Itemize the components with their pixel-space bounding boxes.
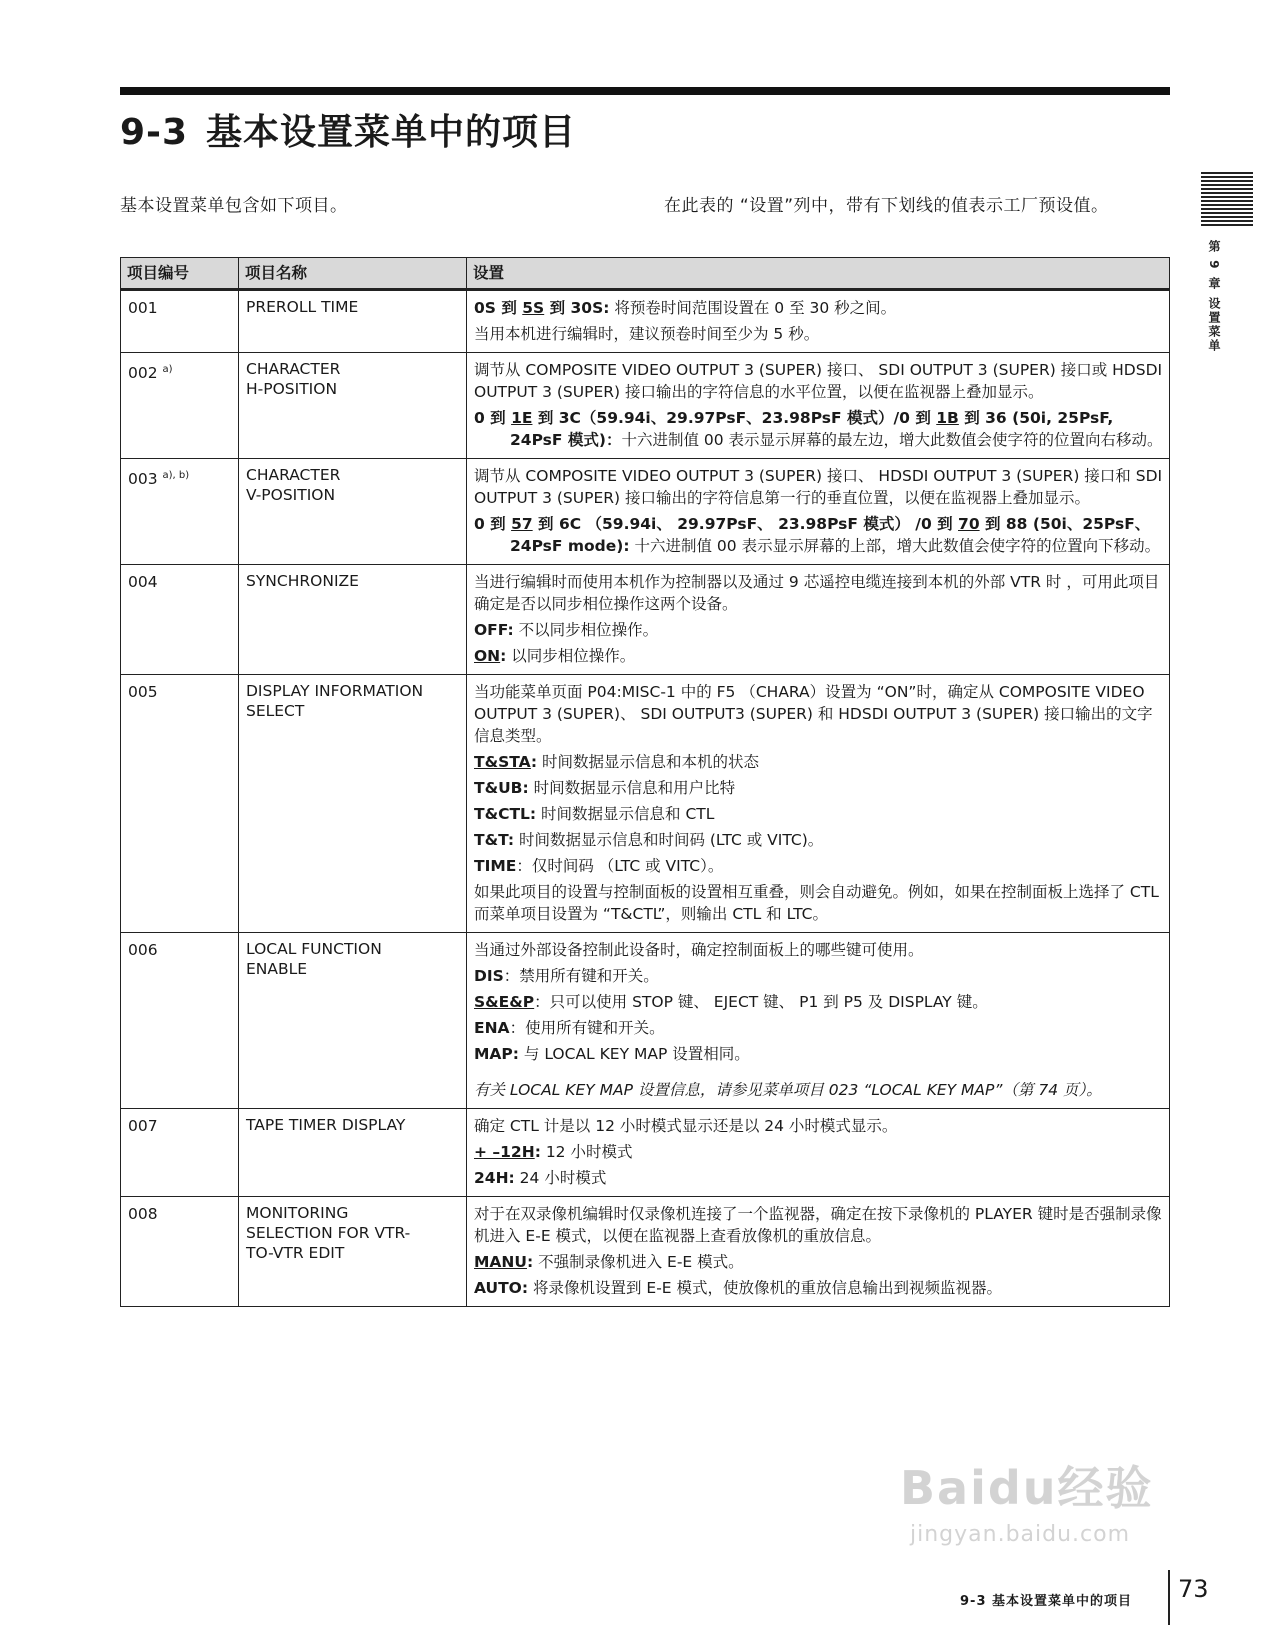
intro-right: 在此表的 “设置”列中，带有下划线的值表示工厂预设值。 (664, 196, 1109, 216)
item-number: 006 (121, 933, 239, 1109)
item-name: PREROLL TIME (239, 290, 467, 353)
top-rule (120, 87, 1170, 95)
item-number: 004 (121, 565, 239, 675)
watermark-logo: Baidu经验 jingyan.baidu.com (900, 1461, 1154, 1547)
cross-reference-note: 有关 LOCAL KEY MAP 设置信息，请参见菜单项目 023 “LOCAL KEY MAP”（第 74 页）。 (474, 1081, 1102, 1099)
item-settings: 对于在双录像机编辑时仅录像机连接了一个监视器，确定在按下录像机的 PLAYER 键时是否强制录像机进入 E-E 模式，以便在监视器上查看放像机的重放信息。 MANU: 不强制录像机进入 E-E 模式。 AUTO: 将录像机设置到 E-E 模式，使放像机的重放信息输出到视频监视器。 (467, 1197, 1170, 1307)
table-row (121, 459, 1170, 565)
item-number: 001 (121, 290, 239, 353)
item-settings: 当功能菜单页面 P04:MISC-1 中的 F5 （CHARA）设置为 “ON”时，确定从 COMPOSITE VIDEO OUTPUT 3 (SUPER)、 SDI OUTPUT3 (SUPER) 和 HDSDI OUTPUT 3 (SUPER) 接口输出的文字信息类型。 T&STA: 时间数据显示信息和本机的状态 T&UB: 时间数据显示信息和用户比特 T&CTL: 时间数据显示信息和 CTL T&T: 时间数据显示信息和时间码 (LTC 或 VITC)。 TIME：仅时间码 （LTC 或 VITC）。 如果此项目的设置与控制面板的设置相互重叠，则会自动避免。例如，如果在控制面板上选择了 CTL 而菜单项目设置为 “T&CTL”，则输出 CTL 和 LTC。 (467, 675, 1170, 933)
item-settings: 确定 CTL 计是以 12 小时模式显示还是以 24 小时模式显示。 + –12H: 12 小时模式 24H: 24 小时模式 (467, 1109, 1170, 1197)
table-row (121, 290, 1170, 353)
page-number: 73 (1178, 1575, 1209, 1603)
item-number: 005 (121, 675, 239, 933)
item-number: 007 (121, 1109, 239, 1197)
table-row (121, 1197, 1170, 1307)
table-row (121, 1109, 1170, 1197)
item-settings: 调节从 COMPOSITE VIDEO OUTPUT 3 (SUPER) 接口、 SDI OUTPUT 3 (SUPER) 接口或 HDSDI OUTPUT 3 (SUPER) 接口输出的字符信息的水平位置，以便在监视器上叠加显示。 0 到 1E 到 3C（59.94i、29.97PsF、23.98PsF 模式）/0 到 1B 到 36 (50i, 25PsF, 24PsF 模式)：十六进制值 00 表示显示屏幕的最左边，增大此数值会使字符的位置向右移动。 (467, 353, 1170, 459)
table-header-row (121, 258, 1170, 290)
intro-left: 基本设置菜单包含如下项目。 (120, 196, 348, 216)
item-name: TAPE TIMER DISPLAY (239, 1109, 467, 1197)
item-name: SYNCHRONIZE (239, 565, 467, 675)
item-name: MONITORING SELECTION FOR VTR- TO-VTR EDIT (239, 1197, 467, 1307)
footer-section-title: 9-3 基本设置菜单中的项目 (960, 1594, 1133, 1609)
item-name: CHARACTER V-POSITION (239, 459, 467, 565)
table-row (121, 675, 1170, 933)
item-settings: 调节从 COMPOSITE VIDEO OUTPUT 3 (SUPER) 接口、 HDSDI OUTPUT 3 (SUPER) 接口和 SDI OUTPUT 3 (SUPER) 接口输出的字符信息第一行的垂直位置，以便在监视器上叠加显示。 0 到 57 到 6C （59.94i、 29.97PsF、 23.98PsF 模式） /0 到 70 到 88 (50i、25PsF、24PsF mode): 十六进制值 00 表示显示屏幕的上部，增大此数值会使字符的位置向下移动。 (467, 459, 1170, 565)
menu-items-table (120, 257, 1170, 1307)
table-row (121, 353, 1170, 459)
section-number: 9-3 (120, 112, 189, 153)
footer-divider (1168, 1570, 1170, 1625)
chapter-side-label: 第 9 章 设置菜单 (1207, 240, 1221, 353)
table-row (121, 933, 1170, 1109)
item-settings: 当通过外部设备控制此设备时，确定控制面板上的哪些键可使用。 DIS：禁用所有键和开关。 S&E&P：只可以使用 STOP 键、 EJECT 键、 P1 到 P5 及 DISPLAY 键。 ENA：使用所有键和开关。 MAP: 与 LOCAL KEY MAP 设置相同。 有关 LOCAL KEY MAP 设置信息，请参见菜单项目 023 “LOCAL KEY MAP”（第 74 页）。 (467, 933, 1170, 1109)
header-item-number: 项目编号 (121, 258, 239, 290)
item-settings: 当进行编辑时而使用本机作为控制器以及通过 9 芯遥控电缆连接到本机的外部 VTR 时 ，可用此项目确定是否以同步相位操作这两个设备。 OFF: 不以同步相位操作。 ON: 以同步相位操作。 (467, 565, 1170, 675)
item-number: 003 $^{a), b)}$ (121, 459, 239, 565)
section-title: 基本设置菜单中的项目 (206, 112, 577, 153)
item-name: CHARACTER H-POSITION (239, 353, 467, 459)
item-name: LOCAL FUNCTION ENABLE (239, 933, 467, 1109)
header-settings: 设置 (467, 258, 1170, 290)
page-title (120, 104, 576, 155)
item-name: DISPLAY INFORMATION SELECT (239, 675, 467, 933)
table-row (121, 565, 1170, 675)
item-settings: 0S 到 5S 到 30S: 将预卷时间范围设置在 0 至 30 秒之间。 当用本机进行编辑时，建议预卷时间至少为 5 秒。 (467, 290, 1170, 353)
item-number: 008 (121, 1197, 239, 1307)
header-item-name: 项目名称 (239, 258, 467, 290)
item-number: 002 $^{a)}$ (121, 353, 239, 459)
chapter-thumb-tab (1201, 172, 1253, 228)
